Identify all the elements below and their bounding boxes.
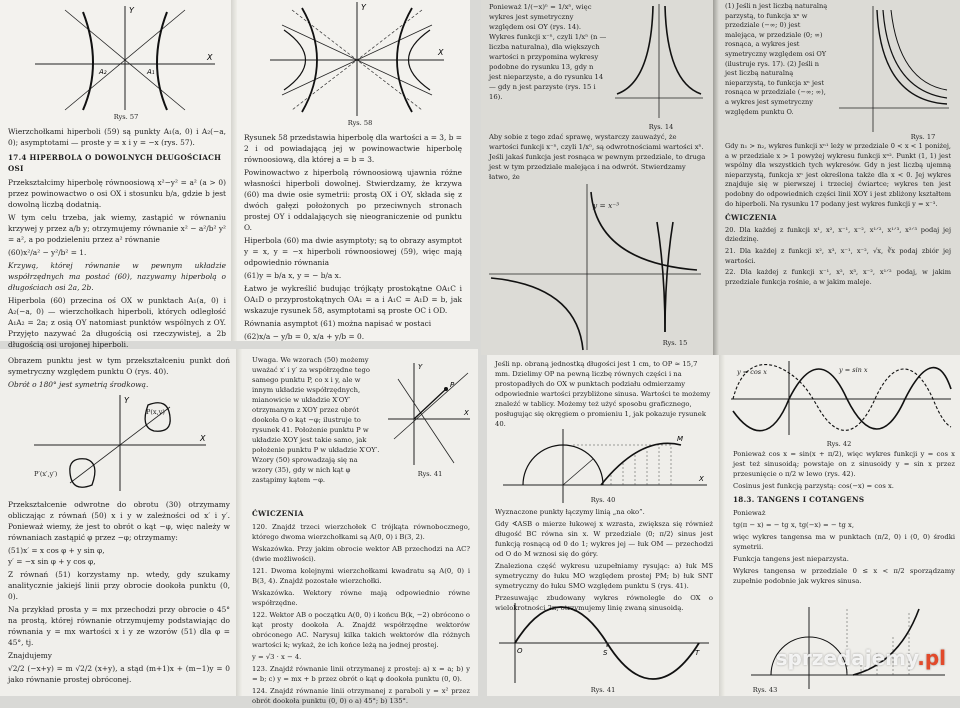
paragraph: Hiperbola (60) ma dwie asymptoty; są to obrazy asymptot y = x, y = −x hiperboli równoosiowej (59), więc mają odpowiednio równania xyxy=(244,236,462,267)
fig-caption: Rys. 42 xyxy=(826,440,852,448)
svg-text:T: T xyxy=(695,649,700,657)
svg-text:A₂: A₂ xyxy=(99,68,107,76)
section-title: 17.4 HIPERBOLA O DOWOLNYCH DŁUGOŚCIACH OSI xyxy=(8,153,222,173)
fig-caption: Rys. 43 xyxy=(752,686,778,694)
paragraph: Rysunek 58 przedstawia hiperbolę dla wartości a = 3, b = 2 i od powiadającą jej w powinowactwie hiperbolę równoosiową, dla której a = b = 3. xyxy=(244,133,462,164)
paragraph: Wierzchołkami hiperboli (59) są punkty A₁(a, 0) i A₂(−a, 0); asymptotami — proste y = x i y = −x (rys. 57). xyxy=(8,127,226,147)
paragraph: Na przykład prosta y = mx przechodzi przy obrocie o 45° na prostą, której równanie otrzymujemy podstawiając do równania y = mx wartości x i y ze wzorów (51) dla φ = 45°, tj. xyxy=(8,605,230,647)
book-gutter xyxy=(236,349,242,696)
paragraph: Przekształcimy hiperbolę równoosiową x²−y² = a² (a > 0) przez powinowactwo o osi OX i stosunku b/a, gdzie b jest dowolną liczbą dodatnią. xyxy=(8,178,226,209)
paragraph: Wyznaczone punkty łączymy linią „na oko”. xyxy=(495,508,645,516)
page-text-right-lower xyxy=(725,142,951,289)
svg-text:Y: Y xyxy=(361,3,366,12)
svg-text:Y: Y xyxy=(124,396,129,405)
page-text-mid: Aby sobie z tego zdać sprawę, wystarczy zauważyć, że wartości funkcji x⁻ⁿ, czyli 1/xⁿ, są odwrotnościami wartości xⁿ. Jeśli jakaś funkcja jest rosnąca w pewnym przedziale, to druga jest w tym przedziale malejąca i na odwrót. Stwierdzamy łatwo, że xyxy=(489,133,706,181)
paragraph: Wykres tangensa w przedziale 0 ≤ x < π/2 sporządzamy zupełnie podobnie jak wykres sinusa. xyxy=(733,567,955,585)
formula: y = √3 · x − 4. xyxy=(252,653,302,661)
book-gutter xyxy=(713,0,719,355)
page-text-intro xyxy=(8,355,230,392)
equation-number: (51) xyxy=(8,546,24,555)
hint: Wskazówka. Wektory równe mają odpowiednio równe współrzędne. xyxy=(252,589,470,607)
equation xyxy=(8,545,230,567)
curve-label: y = cos x xyxy=(737,368,767,376)
paragraph: Cosinus jest funkcją parzystą: cos(−x) = cos x. xyxy=(733,482,894,490)
formula: x′ = x cos φ + y sin φ, xyxy=(23,546,105,555)
paragraph: Z równań (51) korzystamy np. wtedy, gdy szukamy analitycznie jakiejś linii przy obrocie dookoła punktu (0, 0). xyxy=(8,570,230,601)
fig-caption: Rys. 15 xyxy=(662,339,688,347)
paragraph: Ponieważ xyxy=(733,509,766,517)
paragraph: Przekształcenie odwrotne do obrotu (30) otrzymamy obliczając z równań (50) x i y w zależności od x′ i y′. Ponieważ wiemy, że jest to obrót o kąt −φ, więc należy w równaniach zastąpić φ przez −φ; otrzymamy: xyxy=(8,500,230,542)
svg-text:Y: Y xyxy=(418,363,423,371)
page-text-right-col: (1) Jeśli n jest liczbą naturalną parzystą, to funkcja xⁿ w przedziale (−∞; 0) jest malejąca, w przedziale (0; ∞) rosnąca, a wykres jest symetryczny względem osi OY (ilustruje rys. 17). (2) Jeśli n jest liczbą naturalną nieparzystą, to funkcja xⁿ jest rosnąca w przedziale (−∞; ∞), a wykres jest symetryczny względem punktu O. xyxy=(725,2,828,116)
section-title: ĆWICZENIA xyxy=(725,213,777,223)
photo-sinusoid-pages xyxy=(487,355,960,696)
hint: Wskazówka. Przy jakim obrocie wektor AB przechodzi na AC? (dwie możliwości). xyxy=(252,545,470,563)
page-text-top: Ponieważ 1/(−x)ⁿ = 1/xⁿ, więc wykres jest symetryczny względem osi OY (rys. 14). Wykres funkcji x⁻ⁿ, czyli 1/xⁿ (n — liczba naturalna), dla większych wartości n przypomina wykresy podobne do rysunku 13, gdy n jest nieparzyste, a do rysunku 14 — gdy n jest parzyste (rys. 15 i 16). xyxy=(489,3,607,101)
fig-caption: Rys. 58 xyxy=(347,119,373,127)
svg-text:S: S xyxy=(603,649,608,657)
svg-text:X: X xyxy=(699,475,704,483)
svg-text:X: X xyxy=(207,53,213,62)
fig-caption: Rys. 57 xyxy=(113,113,139,121)
paragraph: Ponieważ cos x = sin(x + π/2), więc wykres funkcji y = cos x jest też sinusoidą; powstaje on z sinusoidy y = sin x przez przesunięcie o π/2 w lewo (rys. 42). xyxy=(733,450,955,478)
photo-power-function-pages xyxy=(481,0,960,355)
exercise: 121. Dwoma kolejnymi wierzchołkami kwadratu są A(0, 0) i B(3, 4). Znajdź pozostałe wierzchołki. xyxy=(252,567,470,585)
svg-text:P: P xyxy=(450,381,455,389)
photo-rotation-pages xyxy=(0,349,478,705)
page-text-left xyxy=(495,507,713,615)
exercise: 122. Wektor AB o początku A(0, 0) i końcu B(k, −2) obrócono o kąt prosty dookoła A. Znajdź współrzędne wektorów obróconego AC. Narysuj kilka takich wektorów dla różnych wartości k; wykaż, że ich końce leżą na jednej prostej. xyxy=(252,611,470,649)
book-gutter xyxy=(719,355,725,696)
paragraph: Powinowactwo z hiperbolą równoosiową ujawnia różne własności hiperboli dowolnej. Stwierdzamy, że krzywa (60) ma dwie osie symetrii: prostą OX i OY, składa się z dwóch gałęzi położonych po przeciwnych stronach prostej OY i oddalających się nieograniczenie od punktu O. xyxy=(244,168,462,232)
fig-caption: Rys. 41 xyxy=(417,470,443,478)
curve-label: y = sin x xyxy=(839,366,868,374)
formula: y′ = −x sin φ + y cos φ, xyxy=(8,557,96,566)
paragraph: Równania asymptot (61) można napisać w postaci xyxy=(244,319,432,328)
equation xyxy=(8,247,226,258)
paragraph: Znajdujemy xyxy=(8,651,52,660)
page-text-right xyxy=(733,449,955,588)
equation xyxy=(244,270,462,281)
watermark-logo xyxy=(776,646,946,670)
equation-number: (62) xyxy=(244,332,260,341)
figure-rys-17 xyxy=(835,4,953,134)
watermark-tld: .pl xyxy=(917,646,946,670)
paragraph: Znaleziona część wykresu uzupełniamy rysując: a) łuk MS symetryczny do łuku MO względem prostej PM; b) łuk SNT symetryczny do łuku SMO względem punktu S (rys. 41). xyxy=(495,562,713,590)
paragraph: Obrót o 180° jest symetrią środkową. xyxy=(8,380,149,389)
exercise: 21. Dla każdej z funkcji x², x³, x⁻¹, x⁻², √x, ∛x podaj zbiór jej wartości. xyxy=(725,246,951,265)
figure-rys-14 xyxy=(611,2,707,122)
equation-number: (61) xyxy=(244,271,260,280)
figure-rys-41 xyxy=(384,359,474,469)
equation-number: (60) xyxy=(8,248,24,257)
svg-text:X: X xyxy=(200,434,206,443)
svg-text:O: O xyxy=(517,647,523,655)
page-text-left xyxy=(8,126,226,352)
figure-rys-58 xyxy=(262,0,452,118)
paragraph: Krzywą, której równanie w pewnym układzie współrzędnych ma postać (60), nazywamy hiperbolą o długościach osi 2a, 2b. xyxy=(8,261,226,292)
page-text-uwaga: Uwaga. We wzorach (50) możemy uważać x′ i y′ za współrzędne tego samego punktu P, co x i y, ale w innym układzie współrzędnych, mianowicie w układzie X′OY′ otrzymanym z XOY przez obrót dookoła O o kąt −φ; ilustruje to rysunek 41. Położenie punktu P w układzie XOY jest takie samo, jak położenie punktu P w układzie X′OY′. Wzory (50) sprowadzają się na wzory (35), gdy w nich kąt φ zastąpimy kątem −φ. xyxy=(252,356,380,484)
paragraph: Gdy ∢ASB o mierze łukowej x wzrasta, zwiększa się również długość BC równa sin x. W przedziale ⟨0; π/2⟩ sinus jest funkcją rosnącą od 0 do 1; wykres jej — łuk OM — przechodzi od O do M wznosi się do góry. xyxy=(495,520,713,558)
exercise: 22. Dla każdej z funkcji x⁻¹, x², x³, x⁻², x¹ᐟ² podaj, w jakim przedziale funkcja rośnie, a w jakim maleje. xyxy=(725,268,951,286)
fig-caption: Rys. 14 xyxy=(648,123,674,131)
photo-hyperbola-pages xyxy=(0,0,470,349)
page-text-exercises xyxy=(252,505,470,708)
page-text-left xyxy=(8,499,230,687)
equation-body: x/a − y/b = 0, x/a + y/b = 0. xyxy=(259,332,365,341)
svg-text:M: M xyxy=(677,435,684,443)
fig-caption: Rys. 17 xyxy=(910,133,936,141)
figure-rys-57 xyxy=(25,2,225,112)
svg-text:X: X xyxy=(438,48,444,57)
watermark-text: sprzedajemy xyxy=(775,646,918,670)
paragraph: Obrazem punktu jest w tym przekształceniu punkt doń symetryczny względem punktu O (rys. 40). xyxy=(8,356,230,376)
paragraph: √2/2 (−x+y) = m √2/2 (x+y), a stąd (m+1)x + (m−1)y = 0 jako równanie prostej obróconej. xyxy=(8,664,230,684)
fig-caption: Rys. 41 xyxy=(590,686,616,694)
fig-caption: Rys. 40 xyxy=(590,496,616,504)
section-title: 18.3. TANGENS I COTANGENS xyxy=(733,495,865,504)
paragraph: Hiperbola (60) przecina oś OX w punktach A₁(a, 0) i A₂(−a, 0) — wierzchołkach hiperboli, których odległość A₁A₂ = 2a; z osią OY natomiast punktów wspólnych z OY. Przyjęto nazywać 2a długością osi rzeczywistej, a 2b długością osi urojonej hiperboli. xyxy=(8,296,226,349)
paragraph: Przesuwając zbudowany wykres równolegle do OX o wielokrotności 2π, otrzymujemy linię zwaną sinusoidą. xyxy=(495,594,713,612)
equation-body: y = b/a x, y = − b/a x. xyxy=(259,271,342,280)
exercise: 20. Dla każdej z funkcji x¹, x², x⁻¹, x⁻², x¹ᐟ², x¹ᐟ³, x²ᐟ³ podaj jej dziedzinę. xyxy=(725,225,951,244)
paragraph: Łatwo je wykreślić budując trójkąty prostokątne OA₁C i OA₁D o przyprostokątnych OA₁ = a i A₁C = A₁D = b, jak wskazuje rysunek 58, asymptotami są proste OC i OD. xyxy=(244,284,462,315)
point-label: P(x,y) xyxy=(146,408,165,416)
paragraph: Funkcja tangens jest nieparzysta. xyxy=(733,555,849,563)
exercise: 124. Znajdź równanie linii otrzymanej z paraboli y = x² przez obrót dookoła punktu (0, 0) o a) 45°; b) 135°. xyxy=(252,687,470,705)
section-title: ĆWICZENIA xyxy=(252,509,304,518)
figure-rys-40-sine-construction xyxy=(501,425,711,505)
figure-rys-41-sinusoid xyxy=(497,601,713,685)
svg-text:X: X xyxy=(464,409,469,417)
paragraph: więc wykres tangensa ma w punktach (π/2, 0) i (0, 0) środki symetrii. xyxy=(733,533,955,551)
svg-text:Y: Y xyxy=(129,6,134,15)
book-gutter xyxy=(231,0,237,341)
paragraph: W tym celu trzeba, jak wiemy, zastąpić w równaniu krzywej y przez a/b y; otrzymujemy równanie x² − a²/b² y² = a², a po podzieleniu przez a² równanie xyxy=(8,213,226,244)
svg-text:A₁: A₁ xyxy=(147,68,155,76)
point-label: P′(x′,y′) xyxy=(34,470,58,478)
exercise: 123. Znajdź równanie linii otrzymanej z prostej: a) x = a; b) y = b; c) y = mx + b przez obrót o kąt φ dookoła punktu (0, 0). xyxy=(252,665,470,683)
equation xyxy=(244,331,462,342)
equation-body: x²/a² − y²/b² = 1. xyxy=(23,248,87,257)
formula: tg(π − x) = − tg x, tg(−x) = − tg x, xyxy=(733,521,854,529)
curve-label: y = x⁻³ xyxy=(593,201,620,210)
paragraph: Gdy n₁ > n₂, wykres funkcji xⁿ¹ leży w przedziale 0 < x < 1 poniżej, a w przedziale x > 1 powyżej wykresu funkcji xⁿ². Punkt (1, 1) jest wspólny dla wszystkich tych wykresów. Gdy n jest liczbą ujemną nieparzystą, funkcja xⁿ jest określona także dla x < 0. Jej wykres znajduje się w pierwszej i trzeciej ćwiartce; wykres ten jest podobny do odpowiednich części linii XOY i jest zbliżony kształtem do hiperboli. Na rysunku 17 podany jest wykres funkcji y = x⁻³. xyxy=(725,142,951,208)
exercise: 120. Znajdź trzeci wierzchołek C trójkąta równobocznego, którego dwoma wierzchołkami są A(0, 0) i B(3, 2). xyxy=(252,523,470,541)
page-text-right xyxy=(244,132,462,344)
page-text-top: Jeśli np. obraną jednostką długości jest 1 cm, to OP ≈ 15,7 mm. Dzielimy OP na pewną liczbę równych części i na prostopadłych do OX w punktach podziału odmierzamy odpowiednie wartości przybliżone sinusa. Wartości te możemy znaleźć w tablicy. Możemy też użyć sposobu graficznego, posługując się okręgiem o promieniu 1, jak pokazuje rysunek 40. xyxy=(495,360,711,428)
